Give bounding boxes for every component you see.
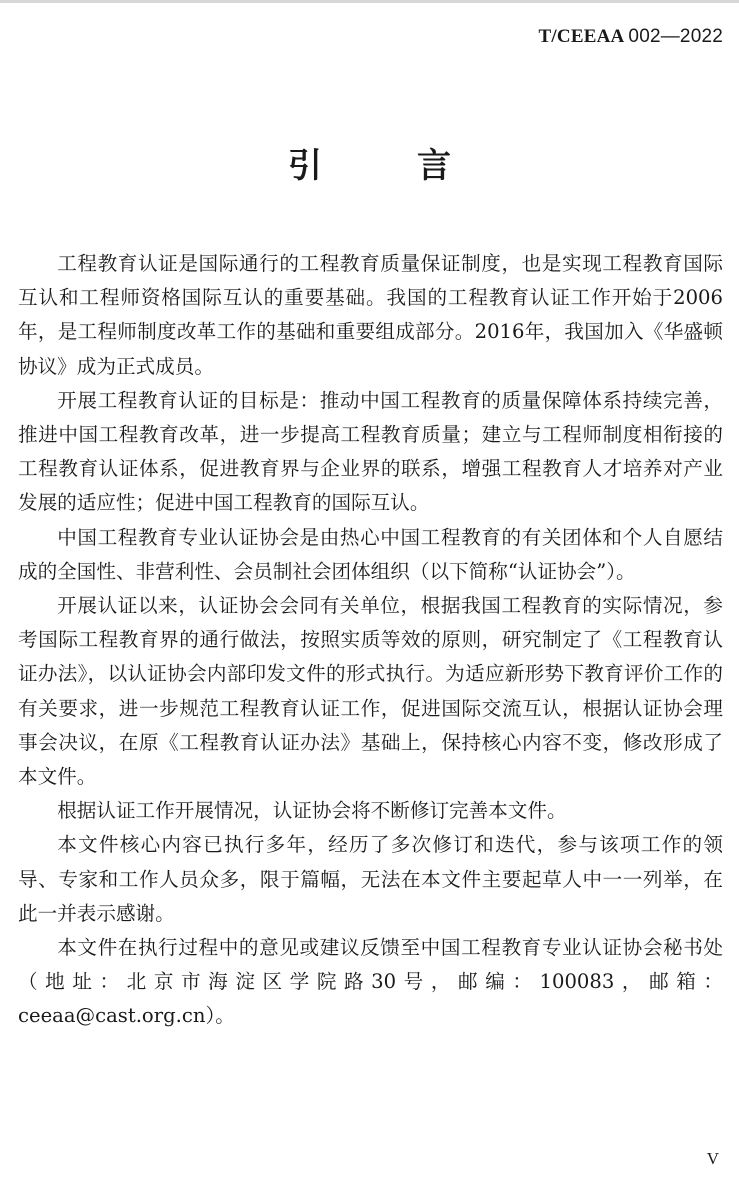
page-title — [0, 138, 739, 187]
paragraph: 中国工程教育专业认证协会是由热心中国工程教育的有关团体和个人自愿结成的全国性、非营利性、会员制社会团体组织（以下简称“认证协会”）。 — [18, 525, 723, 583]
title-char-2: 言 — [417, 146, 451, 186]
title-char-1: 引 — [288, 146, 322, 186]
paragraph: 开展认证以来，认证协会会同有关单位，根据我国工程教育的实际情况，参考国际工程教育界的通行做法，按照实质等效的原则，研究制定了《工程教育认证办法》，以认证协会内部印发文件的形式执行。为适应新形势下教育评价工作的有关要求，进一步规范工程教育认证工作，促进国际交流互认，根据认证协会理事会决议，在原《工程教育认证办法》基础上，保持核心内容不变，修改形成了本文件。 — [18, 594, 723, 789]
paragraph: 本文件在执行过程中的意见或建议反馈至中国工程教育专业认证协会秘书处（地址：北京市海淀区学院路30号，邮编：100083，邮箱：ceeaa@cast.org.cn）。 — [18, 936, 723, 1028]
paragraph: 根据认证工作开展情况，认证协会将不断修订完善本文件。 — [57, 799, 567, 823]
paragraph: 工程教育认证是国际通行的工程教育质量保证制度，也是实现工程教育国际互认和工程师资格国际互认的重要基础。我国的工程教育认证工作开始于2006年，是工程师制度改革工作的基础和重要组成部分。2016年，我国加入《华盛顿协议》成为正式成员。 — [18, 252, 723, 378]
standard-number — [539, 26, 723, 48]
standard-code: T/CEEAA — [538, 26, 625, 47]
standard-year-number: 002—2022 — [628, 26, 723, 47]
introduction-body — [18, 247, 723, 1034]
page-number: V — [706, 1149, 719, 1168]
top-border-line — [0, 0, 739, 3]
paragraph: 开展工程教育认证的目标是：推动中国工程教育的质量保障体系持续完善，推进中国工程教育改革，进一步提高工程教育质量；建立与工程师制度相衔接的工程教育认证体系，促进教育界与企业界的联系，增强工程教育人才培养对产业发展的适应性；促进中国工程教育的国际互认。 — [18, 388, 723, 515]
paragraph: 本文件核心内容已执行多年，经历了多次修订和迭代，参与该项工作的领导、专家和工作人员众多，限于篇幅，无法在本文件主要起草人中一一列举，在此一并表示感谢。 — [18, 833, 723, 925]
